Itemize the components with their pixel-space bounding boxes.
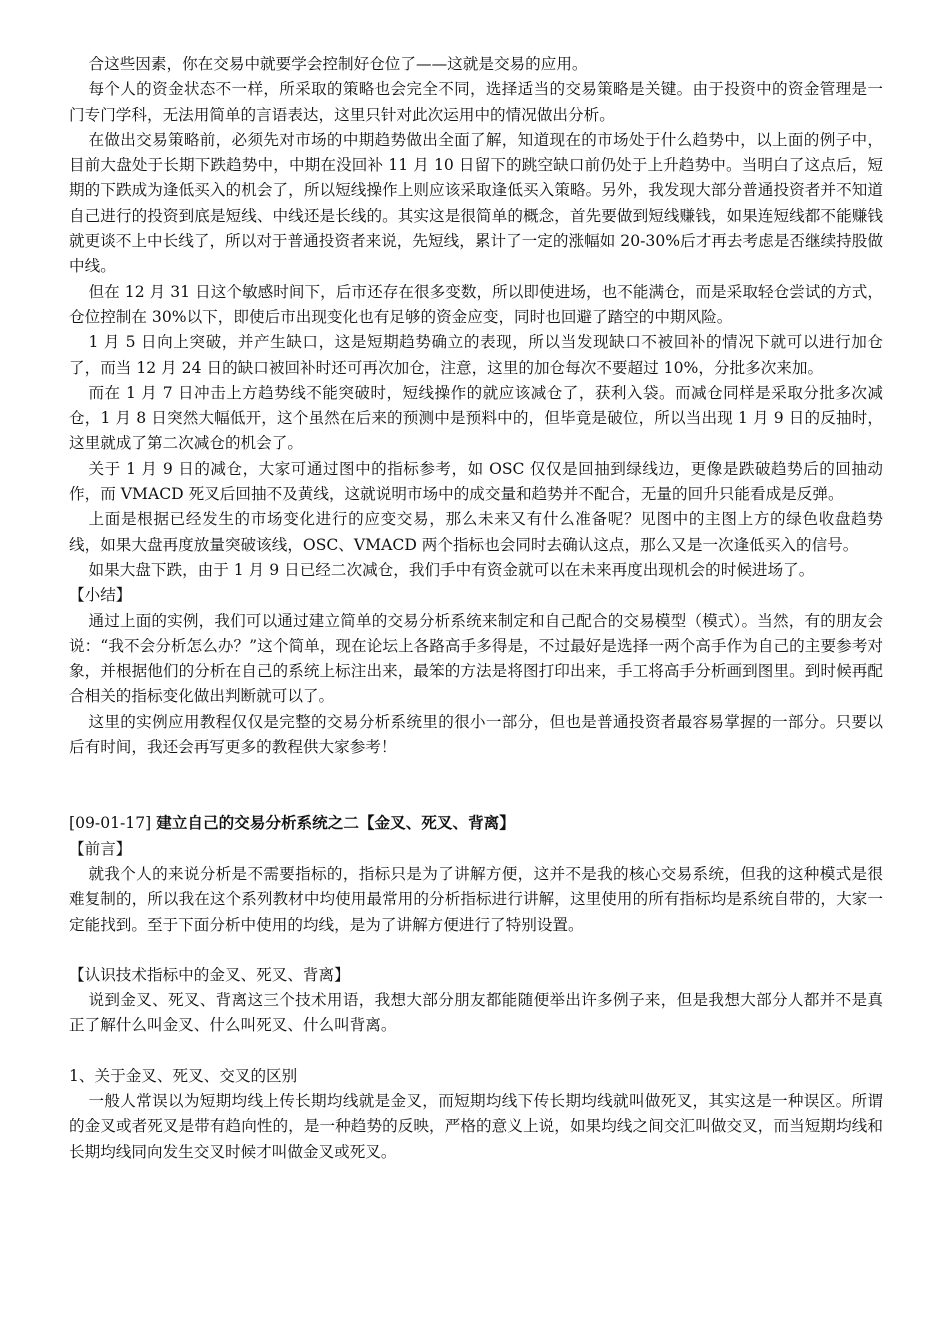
paragraph: 1 月 5 日向上突破，并产生缺口，这是短期趋势确立的表现，所以当发现缺口不被回补的情况下就可以进行加仓了，而当 12 月 24 日的缺口被回补时还可再次加仓，注意，这里的加仓每次不要超过 10%，分批多次来加。: [69, 333, 883, 377]
paragraph: 说到金叉、死叉、背离这三个技术用语，我想大部分朋友都能随便举出许多例子来，但是我想大部分人都并不是真正了解什么叫金叉、什么叫死叉、什么叫背离。: [69, 991, 883, 1035]
spacer: [69, 1039, 883, 1064]
paragraph: 如果大盘下跌，由于 1 月 9 日已经二次减仓，我们手中有资金就可以在未来再度出现机会的时候进场了。: [88, 560, 815, 579]
paragraph: 关于 1 月 9 日的减仓，大家可通过图中的指标参考，如 OSC 仅仅是回抽到绿线边，更像是跌破趋势后的回抽动作，而 VMACD 死叉后回抽不及黄线，这就说明市场中的成交量和趋势并不配合，无量的回升只能看成是反弹。: [69, 459, 883, 504]
paragraph: 就我个人的来说分析是不需要指标的，指标只是为了讲解方便，这并不是我的核心交易系统，但我的这种模式是很难复制的，所以我在这个系列教材中均使用最常用的分析指标进行讲解，这里使用的所有指标均是系统自带的，大家一定能找到。至于下面分析中使用的均线，是为了讲解方便进行了特别设置。: [69, 864, 883, 934]
article-title: 建立自己的交易分析系统之二【金叉、死叉、背离】: [156, 813, 515, 833]
article-heading: [69, 810, 883, 836]
preface-heading: 【前言】: [69, 839, 132, 858]
paragraph: 一般人常误以为短期均线上传长期均线就是金叉，而短期均线下传长期均线就叫做死叉，其实这是一种误区。所谓的金叉或者死叉是带有趋向性的，是一种趋势的反映，严格的意义上说，如果均线之间交汇叫做交叉，而当短期均线和长期均线同向发生交叉时候才叫做金叉或死叉。: [69, 1091, 883, 1161]
article-date: [09-01-17]: [69, 814, 152, 833]
paragraph: 但在 12 月 31 日这个敏感时间下，后市还存在很多变数，所以即使进场，也不能满仓，而是采取轻仓尝试的方式，仓位控制在 30%以下，即使后市出现变化也有足够的资金应变，同时也回避了踏空的中期风险。: [69, 282, 883, 326]
paragraph: 上面是根据已经发生的市场变化进行的应变交易，那么未来又有什么准备呢？见图中的主图上方的绿色收盘趋势线，如果大盘再度放量突破该线，OSC、VMACD 两个指标也会同时去确认这点，那么又是一次逢低买入的信号。: [69, 510, 883, 554]
section-heading: 【认识技术指标中的金叉、死叉、背离】: [69, 965, 350, 984]
paragraph: 通过上面的实例，我们可以通过建立简单的交易分析系统来制定和自己配合的交易模型（模式）。当然，有的朋友会说：“我不会分析怎么办？”这个简单，现在论坛上各路高手多得是，不过最好是选择一两个高手作为自己的主要参考对象，并根据他们的分析在自己的系统上标注出来，最笨的方法是将图打印出来，手工将高手分析画到图里。到时候再配合相关的指标变化做出判断就可以了。: [69, 611, 883, 706]
spacer: [69, 760, 883, 810]
subsection-heading: 1、关于金叉、死叉、交叉的区别: [69, 1066, 298, 1085]
summary-heading: 【小结】: [69, 586, 132, 605]
paragraph: 在做出交易策略前，必须先对市场的中期趋势做出全面了解，知道现在的市场处于什么趋势中，以上面的例子中，目前大盘处于长期下跌趋势中，中期在没回补 11 月 10 日留下的跳空缺口前仍处于上升趋势中。当明白了这点后，短期的下跌成为逢低买入的机会了，所以短线操作上则应该采取逢低买入策略。另外，我发现大部分普通投资者并不知道自己进行的投资到底是短线、中线还是长线的。其实这是很简单的概念，首先要做到短线赚钱，如果连短线都不能赚钱就更谈不上中长线了，所以对于普通投资者来说，先短线，累计了一定的涨幅如 20-30%后才再去考虑是否继续持股做中线。: [69, 130, 883, 276]
paragraph: 而在 1 月 7 日冲击上方趋势线不能突破时，短线操作的就应该减仓了，获利入袋。而减仓同样是采取分批多次减仓，1 月 8 日突然大幅低开，这个虽然在后来的预测中是预料中的，但毕竟是破位，所以当出现 1 月 9 日的反抽时，这里就成了第二次减仓的机会了。: [69, 383, 883, 453]
paragraph: 每个人的资金状态不一样，所采取的策略也会完全不同，选择适当的交易策略是关键。由于投资中的资金管理是一门专门学科，无法用简单的言语表达，这里只针对此次运用中的情况做出分析。: [69, 80, 883, 124]
paragraph: 合这些因素，你在交易中就要学会控制好仓位了——这就是交易的应用。: [88, 55, 588, 73]
spacer: [69, 938, 883, 963]
paragraph: 这里的实例应用教程仅仅是完整的交易分析系统里的很小一部分，但也是普通投资者最容易掌握的一部分。只要以后有时间，我还会再写更多的教程供大家参考！: [69, 712, 883, 757]
document-page: [69, 52, 883, 1165]
